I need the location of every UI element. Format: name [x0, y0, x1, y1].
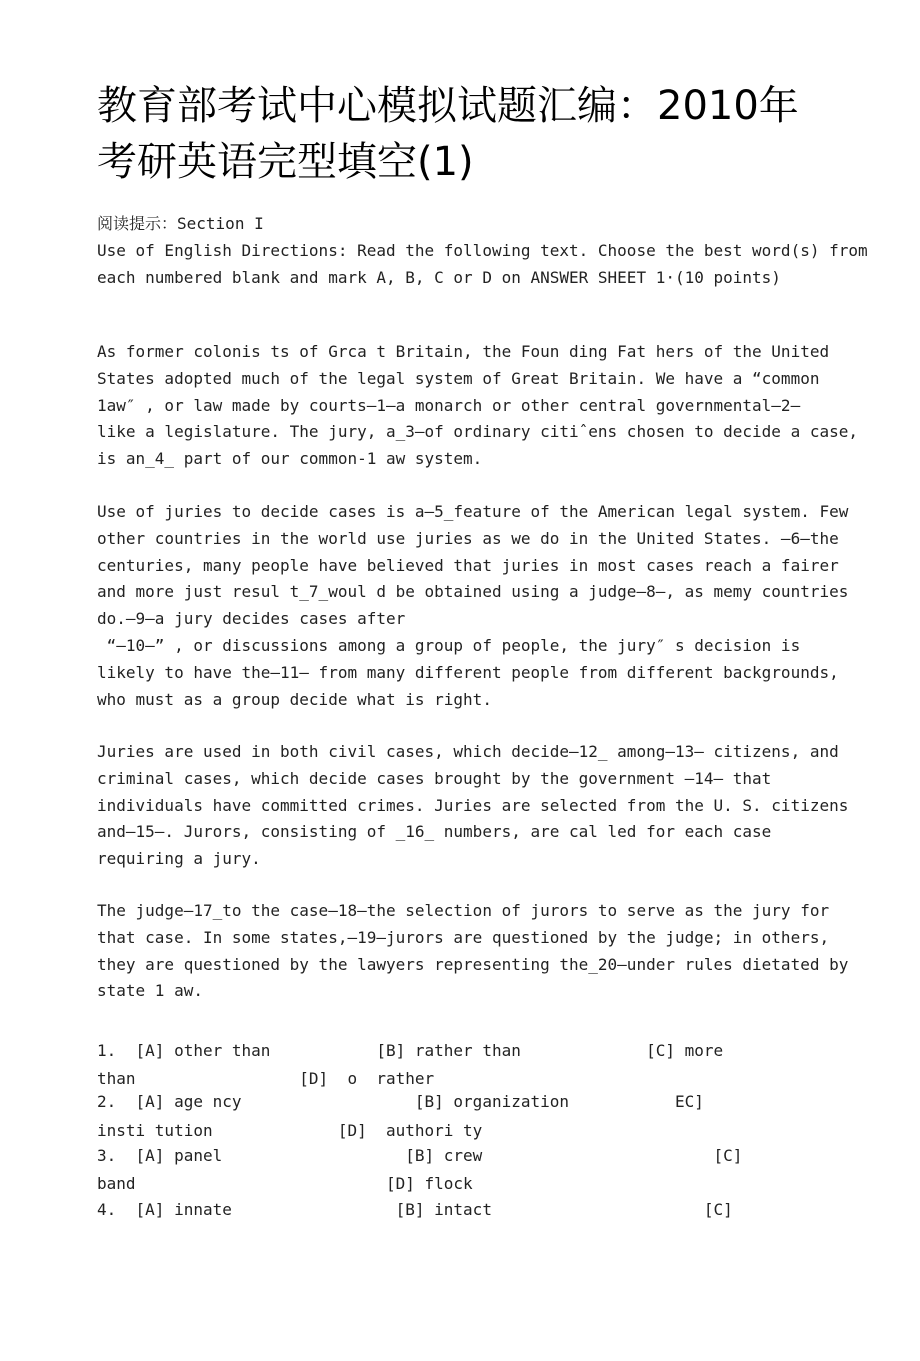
title-line-1: 教育部考试中心模拟试题汇编：2010年 — [97, 83, 799, 129]
directions-line: Use of English Directions: Read the following text. Choose the best word(s) from — [97, 241, 868, 260]
option-line: 2. [A] age ncy [B] organization EC] — [97, 1092, 704, 1111]
passage-line: state 1 aw. — [97, 981, 203, 1001]
passage-paragraph-1 — [97, 339, 858, 473]
passage-line: other countries in the world use juries as we do in the United States. —6—the — [97, 528, 839, 548]
passage-line: centuries, many people have believed that juries in most cases reach a fairer — [97, 555, 839, 575]
option-line: insti tution [D] authori ty — [97, 1121, 483, 1140]
passage-line: requiring a jury. — [97, 849, 261, 869]
passage-line: likely to have the—11— from many different people from different backgrounds, — [97, 662, 839, 682]
passage-line: who must as a group decide what is right. — [97, 689, 492, 709]
passage-line: that case. In some states,—19—jurors are questioned by the judge; in others, — [97, 927, 830, 947]
page-title — [97, 78, 837, 190]
passage-line: Juries are used in both civil cases, which decide—12_ among—13— citizens, and — [97, 742, 839, 761]
passage-line: As former colonis ts of Grca t Britain, the Foun ding Fat hers of the United — [97, 342, 830, 361]
section-label: Section I — [177, 214, 264, 233]
passage-paragraph-2 — [97, 499, 848, 713]
passage-line: States adopted much of the legal system of Great Britain. We have a “common — [97, 368, 820, 388]
option-line: 1. [A] other than [B] rather than [C] more — [97, 1041, 724, 1060]
option-line: 3. [A] panel [B] crew [C] — [97, 1146, 743, 1165]
directions — [97, 237, 868, 291]
passage-line: The judge—17_to the case—18—the selection of jurors to serve as the jury for — [97, 901, 830, 920]
option-line: 4. [A] innate [B] intact [C] — [97, 1200, 733, 1219]
passage-line: and more just resul t_7_woul d be obtained using a judge—8—, as memy countries — [97, 582, 849, 602]
passage-line: “—10—” , or discussions among a group of people, the jury″ s decision is — [97, 635, 801, 655]
option-line: band [D] flock — [97, 1174, 473, 1193]
option-line: than [D] ο rather — [97, 1069, 435, 1088]
passage-line: do.—9—a jury decides cases after — [97, 609, 406, 629]
passage-line: and—15—. Jurors, consisting of _16_ numbers, are cal led for each case — [97, 822, 772, 842]
passage-line: like a legislature. The jury, a_3—of ordinary citiˆens chosen to decide a case, — [97, 422, 858, 442]
passage-paragraph-3 — [97, 739, 848, 873]
passage-line: Use of juries to decide cases is a—5_feature of the American legal system. Few — [97, 502, 849, 521]
passage-line: they are questioned by the lawyers representing the_20—under rules dietated by — [97, 954, 849, 974]
hint-label: 阅读提示： — [97, 214, 178, 233]
passage-line: individuals have committed crimes. Juries are selected from the U. S. citizens — [97, 795, 849, 815]
passage-line: criminal cases, which decide cases brought by the government —14— that — [97, 768, 772, 788]
passage-paragraph-4 — [97, 898, 848, 1005]
title-line-2: 考研英语完型填空(1) — [97, 139, 474, 185]
reading-hint — [97, 210, 264, 237]
passage-line: is an_4_ part of our common-1 aw system. — [97, 449, 483, 469]
directions-line: each numbered blank and mark A, B, C or D on ANSWER SHEET 1·(10 points) — [97, 268, 781, 287]
passage-line: 1aw″ , or law made by courts—1—a monarch or other central governmental—2— — [97, 395, 801, 415]
